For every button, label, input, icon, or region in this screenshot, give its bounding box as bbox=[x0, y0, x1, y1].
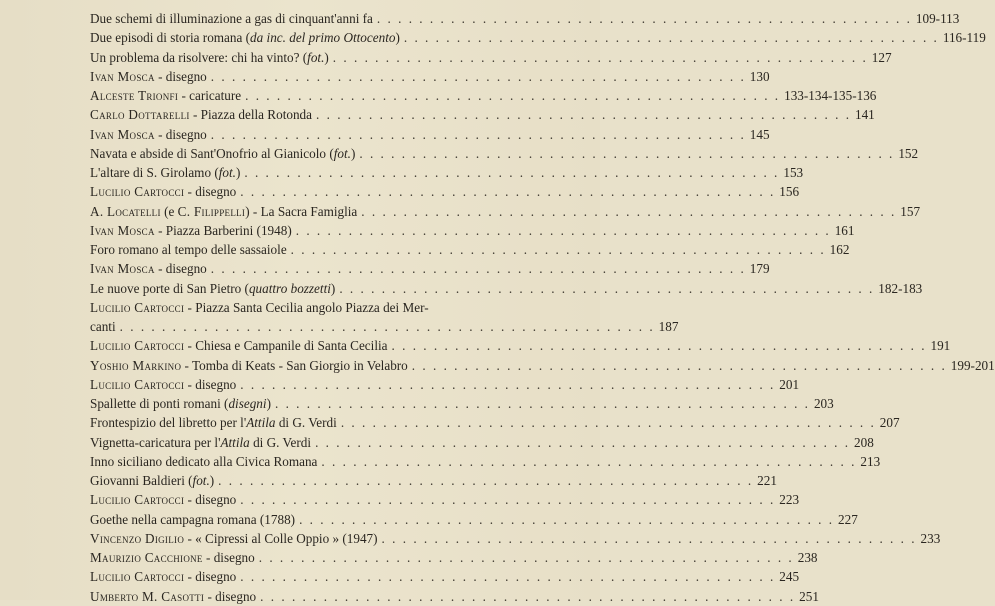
title-text: (e bbox=[160, 203, 178, 219]
author-name: Carlo Dottarelli bbox=[90, 107, 190, 123]
toc-entry-title bbox=[90, 240, 287, 259]
toc-entry-title bbox=[90, 202, 357, 221]
table-of-contents bbox=[90, 9, 995, 606]
toc-entry bbox=[90, 86, 877, 105]
toc-entry-title bbox=[90, 394, 271, 413]
dot-leader bbox=[373, 9, 912, 28]
page-number: 133-134-135-136 bbox=[784, 88, 877, 103]
page-number: 157 bbox=[900, 203, 921, 219]
toc-entry bbox=[90, 471, 777, 490]
title-text: di G. Verdi bbox=[249, 434, 312, 450]
author-name: Lucilio Cartocci bbox=[90, 299, 185, 315]
title-text: L'altare di S. Girolamo ( bbox=[90, 165, 219, 180]
page-number: 162 bbox=[829, 242, 850, 257]
author-name: Vincenzo Digilio bbox=[90, 530, 185, 546]
toc-entry-title bbox=[90, 510, 295, 529]
title-text: quattro bozzetti bbox=[248, 280, 331, 296]
page-number: 251 bbox=[799, 588, 819, 604]
page-number: 127 bbox=[871, 49, 892, 65]
toc-entry bbox=[90, 67, 770, 86]
title-text: - Chiesa e Campanile di Santa Cecilia bbox=[184, 338, 388, 354]
toc-entry bbox=[90, 529, 941, 548]
page-number: 238 bbox=[797, 550, 818, 565]
title-text: da inc. del primo Ottocento bbox=[250, 30, 396, 46]
toc-entry bbox=[90, 548, 818, 567]
title-text: - Piazza della Rotonda bbox=[189, 107, 312, 123]
title-text: Frontespizio del libretto per l' bbox=[90, 415, 247, 431]
title-text: - disegno bbox=[154, 126, 207, 142]
toc-entry-title bbox=[90, 567, 236, 586]
author-name: A. Locatelli bbox=[90, 203, 161, 219]
author-name: Lucilio Cartocci bbox=[90, 376, 185, 392]
toc-entry-title bbox=[90, 336, 388, 355]
dot-leader bbox=[311, 433, 850, 452]
toc-entry bbox=[90, 279, 923, 298]
title-text: - « Cipressi al Colle Oppio » (1947) bbox=[184, 530, 378, 546]
title-text: ) bbox=[330, 280, 336, 296]
page-number: 179 bbox=[749, 261, 770, 277]
title-text: Spallette di ponti romani ( bbox=[90, 396, 229, 411]
title-text: di G. Verdi bbox=[275, 415, 337, 431]
toc-entry-title bbox=[90, 9, 373, 28]
author-name: Ivan Mosca bbox=[90, 126, 155, 142]
toc-entry-title bbox=[90, 298, 429, 317]
dot-leader bbox=[236, 182, 775, 201]
title-text: Inno siciliano dedicato alla Civica Romana bbox=[90, 453, 318, 469]
title-text: Goethe nella campagna romana (1788) bbox=[90, 511, 296, 527]
title-text: ) bbox=[235, 165, 241, 180]
author-name: Ivan Mosca bbox=[90, 222, 155, 238]
toc-entry bbox=[90, 356, 995, 375]
page-number: 109-113 bbox=[915, 11, 960, 26]
page-number: 141 bbox=[854, 107, 875, 123]
page-number: 207 bbox=[879, 415, 900, 431]
toc-entry-title bbox=[90, 356, 408, 375]
toc-entry-title bbox=[90, 67, 207, 86]
title-text: Le nuove porte di San Pietro ( bbox=[90, 280, 249, 296]
dot-leader bbox=[329, 48, 868, 67]
toc-entry bbox=[90, 182, 800, 201]
dot-leader bbox=[400, 28, 939, 47]
title-text: ) bbox=[350, 145, 356, 161]
title-text: canti bbox=[90, 319, 116, 334]
dot-leader bbox=[214, 471, 753, 490]
title-text: fot. bbox=[218, 165, 236, 180]
toc-entry bbox=[90, 317, 679, 336]
toc-entry-title bbox=[90, 413, 337, 432]
dot-leader bbox=[335, 279, 874, 298]
title-text: fot. bbox=[307, 49, 325, 65]
toc-entry bbox=[90, 413, 900, 432]
title-text: ) bbox=[324, 49, 329, 65]
toc-entry bbox=[90, 394, 834, 413]
toc-entry bbox=[90, 336, 951, 355]
title-text: ) bbox=[395, 30, 400, 46]
page-number: 203 bbox=[813, 396, 834, 411]
toc-entry bbox=[90, 567, 800, 586]
toc-entry bbox=[90, 105, 875, 124]
dot-leader bbox=[357, 202, 896, 221]
dot-leader bbox=[236, 375, 775, 394]
dot-leader bbox=[287, 240, 826, 259]
title-text: Foro romano al tempo delle sassaiole bbox=[90, 242, 287, 257]
page-number: 201 bbox=[779, 376, 800, 392]
toc-entry bbox=[90, 587, 819, 606]
author-name: Lucilio Cartocci bbox=[90, 338, 185, 354]
dot-leader bbox=[337, 413, 876, 432]
toc-entry bbox=[90, 163, 804, 182]
page-number: 161 bbox=[834, 222, 855, 238]
toc-entry-title bbox=[90, 433, 311, 452]
toc-entry bbox=[90, 144, 919, 163]
toc-entry-title bbox=[90, 125, 207, 144]
title-text: - caricature bbox=[178, 88, 242, 103]
toc-entry-title bbox=[90, 548, 255, 567]
toc-entry-title bbox=[90, 48, 329, 67]
dot-leader bbox=[271, 394, 810, 413]
title-text: - Tomba di Keats - San Giorgio in Velabro bbox=[181, 357, 408, 373]
dot-leader bbox=[236, 490, 775, 509]
title-text: - Piazza Barberini (1948) bbox=[154, 222, 292, 238]
title-text: ) bbox=[266, 396, 271, 411]
toc-entry-title bbox=[90, 471, 214, 490]
page-number: 116-119 bbox=[942, 30, 986, 46]
dot-leader bbox=[240, 163, 779, 182]
title-text: - disegno bbox=[184, 569, 237, 585]
toc-entry-title bbox=[90, 144, 355, 163]
page-number: 187 bbox=[658, 319, 679, 334]
title-text: - disegno bbox=[184, 376, 237, 392]
dot-leader bbox=[312, 105, 851, 124]
toc-entry-title bbox=[90, 163, 240, 182]
title-text: ) - La Sacra Famiglia bbox=[245, 203, 358, 219]
title-text: - disegno bbox=[154, 261, 207, 277]
dot-leader bbox=[241, 86, 780, 105]
toc-entry bbox=[90, 221, 855, 240]
toc-entry bbox=[90, 9, 960, 28]
title-text: fot. bbox=[333, 145, 351, 161]
toc-entry bbox=[90, 452, 881, 471]
dot-leader bbox=[292, 221, 831, 240]
page-number: 156 bbox=[779, 184, 800, 200]
author-name: Yoshio Markino bbox=[90, 357, 182, 373]
title-text: - disegno bbox=[184, 492, 237, 508]
author-name: C. Filippelli bbox=[177, 203, 246, 219]
page-number: 227 bbox=[838, 511, 858, 527]
toc-entry bbox=[90, 48, 892, 67]
dot-leader bbox=[207, 259, 746, 278]
dot-leader bbox=[207, 125, 746, 144]
toc-entry bbox=[90, 202, 921, 221]
page-number: 191 bbox=[930, 338, 951, 354]
toc-entry-title bbox=[90, 182, 236, 201]
author-name: Lucilio Cartocci bbox=[90, 569, 185, 585]
toc-entry bbox=[90, 433, 874, 452]
page-number: 213 bbox=[860, 453, 881, 469]
dot-leader bbox=[256, 587, 795, 606]
toc-entry bbox=[90, 259, 770, 278]
dot-leader bbox=[207, 67, 746, 86]
author-name: Lucilio Cartocci bbox=[90, 184, 185, 200]
dot-leader bbox=[116, 317, 655, 336]
title-text: Giovanni Baldieri ( bbox=[90, 473, 193, 488]
dot-leader bbox=[355, 144, 894, 163]
title-text: - disegno bbox=[204, 588, 257, 604]
toc-entry-title bbox=[90, 86, 241, 105]
page-number: 145 bbox=[749, 126, 770, 142]
title-text: disegni bbox=[228, 396, 267, 411]
title-text: Un problema da risolvere: chi ha vinto? ( bbox=[90, 49, 308, 65]
page-number: 130 bbox=[749, 68, 770, 84]
toc-entry-title bbox=[90, 28, 400, 47]
toc-entry bbox=[90, 375, 800, 394]
toc-entry-title bbox=[90, 259, 207, 278]
page-number: 153 bbox=[783, 165, 804, 180]
toc-entry bbox=[90, 28, 986, 47]
title-text: - Piazza Santa Cecilia angolo Piazza dei Mer- bbox=[184, 299, 429, 315]
toc-entry bbox=[90, 125, 770, 144]
title-text: - disegno bbox=[154, 68, 207, 84]
title-text: ) bbox=[209, 473, 215, 488]
page-number: 223 bbox=[779, 492, 800, 508]
title-text: - disegno bbox=[184, 184, 237, 200]
author-name: Ivan Mosca bbox=[90, 261, 155, 277]
page-number: 199-201 bbox=[950, 357, 995, 373]
page-number: 208 bbox=[854, 434, 874, 450]
page-number: 221 bbox=[757, 473, 777, 488]
author-name: Umberto M. Casotti bbox=[90, 588, 205, 604]
title-text: fot. bbox=[192, 473, 210, 488]
dot-leader bbox=[408, 356, 947, 375]
toc-entry-title bbox=[90, 490, 236, 509]
dot-leader bbox=[295, 510, 834, 529]
toc-entry-title bbox=[90, 375, 236, 394]
page-number: 182-183 bbox=[878, 280, 923, 296]
title-text: Vignetta-caricatura per l' bbox=[90, 434, 221, 450]
toc-entry bbox=[90, 240, 850, 259]
page-number: 152 bbox=[898, 145, 919, 161]
toc-entry-title bbox=[90, 221, 292, 240]
toc-entry bbox=[90, 298, 515, 317]
dot-leader bbox=[255, 548, 794, 567]
title-text: Attila bbox=[220, 434, 250, 450]
author-name: Lucilio Cartocci bbox=[90, 492, 185, 508]
author-name: Maurizio Cacchione bbox=[90, 550, 203, 565]
toc-entry bbox=[90, 510, 858, 529]
dot-leader bbox=[317, 452, 856, 471]
author-name: Alceste Trionfi bbox=[90, 88, 179, 103]
dot-leader bbox=[388, 336, 927, 355]
dot-leader bbox=[236, 567, 775, 586]
title-text: Navata e abside di Sant'Onofrio al Gianicolo ( bbox=[90, 145, 334, 161]
title-text: Attila bbox=[246, 415, 276, 431]
toc-entry-title bbox=[90, 317, 116, 336]
title-text: Due schemi di illuminazione a gas di cinquant'anni fa bbox=[90, 11, 373, 26]
toc-entry-title bbox=[90, 587, 256, 606]
toc-entry-title bbox=[90, 105, 312, 124]
toc-entry-title bbox=[90, 529, 378, 548]
toc-entry bbox=[90, 490, 800, 509]
dot-leader bbox=[378, 529, 917, 548]
toc-entry-title bbox=[90, 452, 317, 471]
page-number: 233 bbox=[920, 530, 941, 546]
title-text: Due episodi di storia romana ( bbox=[90, 30, 251, 46]
page-number: 245 bbox=[779, 569, 800, 585]
author-name: Ivan Mosca bbox=[90, 68, 155, 84]
title-text: - disegno bbox=[202, 550, 255, 565]
toc-entry-title bbox=[90, 279, 335, 298]
